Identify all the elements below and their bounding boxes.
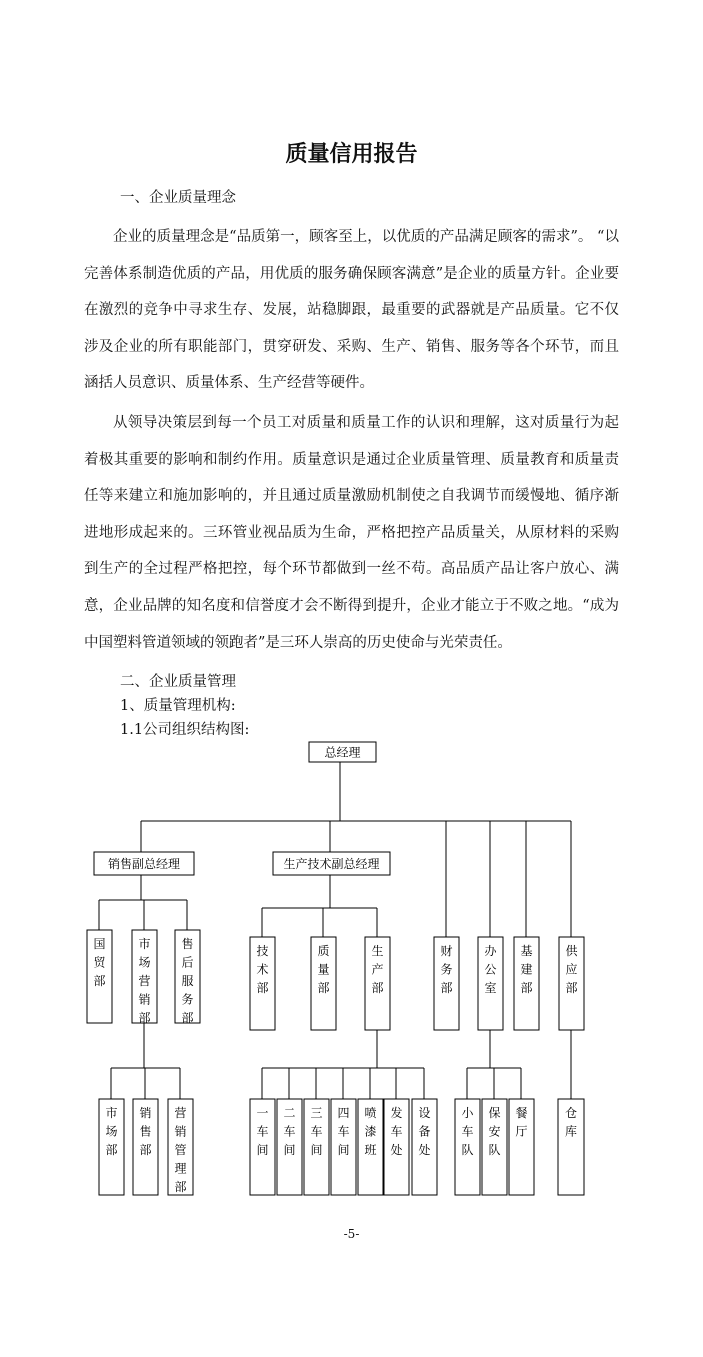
org-node-production-0-label: 一车间: [256, 1106, 269, 1157]
paragraph-2: 从领导决策层到每一个员工对质量和质量工作的认识和理解，这对质量行为起着极其重要的影响和制约作用。质量意识是通过企业质量管理、质量教育和质量责任等来建立和施加影响的，并且通过质量激励机制使之自我调节而缓慢地、循序渐进地形成起来的。三环管业视品质为生命，严格把控产品质量关，从原材料的采购到生产的全过程严格把控，每个环节都做到一丝不苟。高品质产品让客户放心、满意，企业品牌的知名度和信誉度才会不断得到提升，企业才能立于不败之地。“成为中国塑料管道领域的领跑者”是三环人崇高的历史使命与光荣责任。: [84, 415, 619, 651]
org-node-tech-0: [250, 937, 275, 1030]
org-node-direct-2-label: 基建部: [520, 944, 533, 995]
org-node-tech-2-label: 生产部: [371, 944, 384, 995]
org-node-marketing-2: [168, 1099, 193, 1195]
org-chart: [0, 740, 703, 1210]
paragraph-1: 企业的质量理念是“品质第一，顾客至上，以优质的产品满足顾客的需求”。 “以完善体系制造优质的产品，用优质的服务确保顾客满意”是企业的质量方针。企业要在激烈的竞争中寻求生存、发展，站稳脚跟，最重要的武器就是产品质量。它不仅涉及企业的所有职能部门，贯穿研发、采购、生产、销售、服务等各个环节，而且涵括人员意识、质量体系、生产经营等硬件。: [84, 229, 619, 392]
org-node-sales-0-label: 国贸部: [93, 937, 106, 988]
org-node-root-label: 总经理: [324, 745, 361, 760]
org-node-direct-2: [514, 937, 539, 1030]
org-node-tech-0-label: 技术部: [256, 944, 269, 995]
org-node-sales-2: [175, 930, 200, 1025]
org-node-direct-3-label: 供应部: [565, 944, 578, 995]
page-title: 质量信用报告: [285, 142, 418, 167]
org-node-direct-1: [478, 937, 503, 1030]
org-node-root: [309, 742, 376, 762]
org-node-supply-0-label: 仓库: [564, 1106, 578, 1139]
org-node-office-1: [482, 1099, 507, 1195]
org-node-production-0: [250, 1099, 275, 1195]
org-node-supply-0: [558, 1099, 584, 1195]
org-node-tech-2: [365, 937, 390, 1030]
org-node-production-4: [358, 1099, 383, 1195]
org-node-production-3: [331, 1099, 356, 1195]
org-node-tech-1-label: 质量部: [317, 944, 330, 995]
org-node-office-1-label: 保安队: [488, 1106, 501, 1157]
org-node-office-2-label: 餐厅: [515, 1106, 528, 1139]
org-node-direct-1-label: 办公室: [484, 944, 497, 995]
org-node-direct-0: [434, 937, 459, 1030]
org-node-sales-2-label: 售后服务部: [181, 937, 194, 1025]
org-node-sales-vp-label: 销售副总经理: [107, 857, 181, 871]
section1-heading: 一、企业质量理念: [120, 190, 236, 206]
org-node-production-5-label: 发车处: [390, 1106, 403, 1157]
org-node-tech-1: [311, 937, 336, 1030]
org-node-marketing-2-label: 营销管理部: [174, 1106, 187, 1194]
org-node-office-2: [509, 1099, 534, 1195]
org-node-office-0: [455, 1099, 480, 1195]
org-node-direct-3: [559, 937, 584, 1030]
org-node-production-1: [277, 1099, 302, 1195]
org-node-direct-0-label: 财务部: [440, 944, 453, 995]
subsection-heading: 1、质量管理机构:: [120, 698, 236, 714]
org-node-marketing-0-label: 市场部: [105, 1106, 118, 1157]
org-node-tech-vp: [273, 852, 390, 875]
org-node-production-2: [304, 1099, 329, 1195]
org-node-production-4-label: 喷漆班: [364, 1106, 377, 1157]
org-node-tech-vp-label: 生产技术副总经理: [283, 857, 380, 871]
org-chart-caption: 1.1公司组织结构图:: [120, 722, 250, 738]
org-node-sales-0: [87, 930, 112, 1023]
org-node-production-1-label: 二车间: [283, 1106, 296, 1157]
org-node-production-6: [412, 1099, 437, 1195]
org-node-production-6-label: 设备处: [418, 1106, 431, 1157]
page-number: -5-: [343, 1227, 360, 1241]
section2-heading: 二、企业质量管理: [120, 674, 236, 690]
org-node-office-0-label: 小车队: [461, 1106, 474, 1157]
org-node-sales-1: [132, 930, 157, 1025]
org-node-marketing-1: [133, 1099, 158, 1195]
org-node-marketing-0: [99, 1099, 124, 1195]
org-node-marketing-1-label: 销售部: [139, 1106, 152, 1157]
org-node-sales-vp: [94, 852, 194, 875]
org-node-production-5: [384, 1099, 409, 1195]
org-node-production-2-label: 三车间: [310, 1106, 323, 1157]
org-node-sales-1-label: 市场营销部: [138, 937, 151, 1025]
org-node-production-3-label: 四车间: [337, 1106, 350, 1157]
